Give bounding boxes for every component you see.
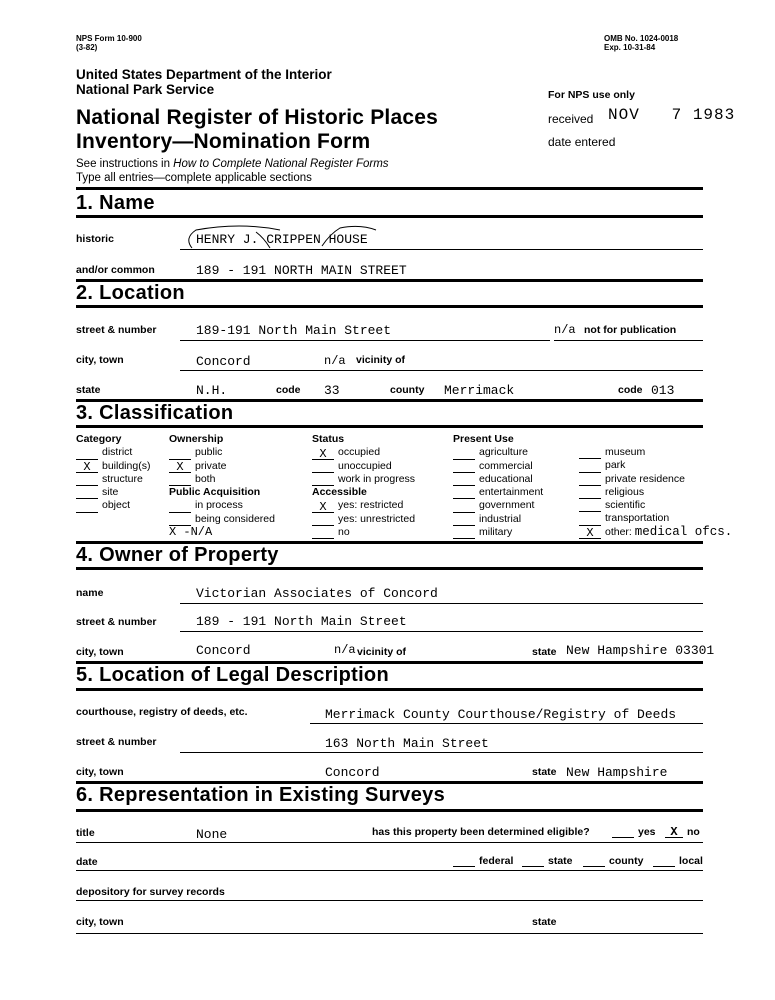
legal-state-value[interactable]: New Hampshire [566, 765, 668, 780]
checkbox[interactable] [76, 501, 98, 513]
acquisition-in-process[interactable]: in process [169, 499, 275, 512]
use-scientific[interactable]: scientific [579, 499, 732, 512]
category-buildings[interactable]: X building(s) [76, 460, 150, 473]
owner-vicinity-label: vicinity of [357, 646, 407, 658]
checkbox[interactable] [453, 527, 475, 539]
field-line [76, 933, 703, 934]
checkbox[interactable] [579, 500, 601, 512]
form-number: NPS Form 10-900 [76, 34, 142, 43]
owner-name-label: name [76, 587, 104, 599]
use-agriculture[interactable]: agriculture [453, 446, 543, 459]
category-group [76, 433, 150, 513]
use-religious[interactable]: religious [579, 486, 732, 499]
use-industrial[interactable]: industrial [453, 513, 543, 526]
checkbox[interactable] [579, 447, 601, 459]
field-line [76, 900, 703, 901]
category-district[interactable]: district [76, 446, 150, 459]
eligible-yes[interactable]: yes [612, 826, 656, 838]
use-military[interactable]: military [453, 526, 543, 539]
section-rule [76, 215, 703, 218]
field-line [180, 249, 703, 250]
checkbox[interactable]: X [312, 448, 334, 460]
instructions-book-title: How to Complete National Register Forms [173, 158, 389, 170]
checkbox[interactable]: X [169, 461, 191, 473]
section-4-heading: 4. Owner of Property [76, 544, 279, 566]
category-structure[interactable]: structure [76, 473, 150, 486]
status-occupied[interactable]: X occupied [312, 446, 415, 459]
owner-street-label: street & number [76, 616, 157, 628]
checkbox[interactable] [453, 474, 475, 486]
location-county-code-value[interactable]: 013 [651, 383, 675, 398]
ownership-both[interactable]: both [169, 473, 275, 486]
common-label: and/or common [76, 264, 155, 276]
public-acquisition-heading: Public Acquisition [169, 486, 261, 499]
ownership-heading: Ownership [169, 433, 224, 445]
category-site[interactable]: site [76, 486, 150, 499]
handwritten-bracket-marks-icon [180, 224, 390, 252]
status-work-in-progress[interactable]: work in progress [312, 473, 415, 486]
depository-label: depository for survey records [76, 886, 225, 898]
checkbox[interactable] [169, 448, 191, 460]
checkbox[interactable] [522, 855, 544, 867]
survey-date-label: date [76, 856, 98, 868]
checkbox[interactable] [76, 487, 98, 499]
section-rule [76, 425, 703, 428]
received-label: received [548, 112, 594, 126]
survey-city-label: city, town [76, 916, 124, 928]
use-commercial[interactable]: commercial [453, 460, 543, 473]
location-county-value[interactable]: Merrimack [444, 383, 515, 398]
historic-name-value[interactable]: HENRY J. CRIPPEN HOUSE [196, 232, 368, 247]
field-line [76, 870, 703, 871]
instructions-line1 [76, 158, 389, 170]
checkbox[interactable] [312, 474, 334, 486]
owner-name-value[interactable]: Victorian Associates of Concord [196, 586, 438, 601]
field-line [76, 842, 703, 843]
use-transportation[interactable]: transportation [579, 512, 732, 525]
owner-vicinity-value[interactable]: n/a [334, 643, 356, 657]
omb-number: OMB No. 1024-0018 [604, 34, 679, 43]
field-line [180, 370, 703, 371]
courthouse-label: courthouse, registry of deeds, etc. [76, 706, 248, 718]
level-county[interactable]: county [583, 855, 643, 867]
field-line [310, 723, 703, 724]
use-private-residence[interactable]: private residence [579, 473, 732, 486]
department-name: United States Department of the Interior [76, 67, 332, 82]
section-rule [76, 567, 703, 570]
location-state-value[interactable]: N.H. [196, 383, 228, 398]
not-for-publication-value[interactable]: n/a [554, 323, 576, 337]
location-vicinity-value[interactable]: n/a [324, 354, 346, 368]
checkbox[interactable] [453, 448, 475, 460]
accessible-no[interactable]: no [312, 526, 415, 539]
level-state[interactable]: state [522, 855, 573, 867]
owner-street-value[interactable]: 189 - 191 North Main Street [196, 614, 407, 629]
use-museum[interactable]: museum [579, 446, 732, 459]
street-number-label: street & number [76, 324, 157, 336]
ownership-private[interactable]: X private [169, 460, 275, 473]
legal-state-label: state [532, 766, 557, 778]
legal-city-label: city, town [76, 766, 124, 778]
received-stamp: NOV 7 1983 [608, 106, 736, 124]
checkbox[interactable]: X [665, 826, 683, 838]
vicinity-label: vicinity of [356, 354, 406, 366]
owner-city-value[interactable]: Concord [196, 643, 251, 658]
checkbox[interactable] [169, 501, 191, 513]
form-title-line1: National Register of Historic Places [76, 106, 438, 129]
section-1-heading: 1. Name [76, 192, 155, 214]
checkbox[interactable] [76, 474, 98, 486]
owner-city-label: city, town [76, 646, 124, 658]
checkbox[interactable] [453, 501, 475, 513]
use-other-value[interactable]: medical ofcs. [634, 524, 733, 539]
historic-label: historic [76, 233, 114, 245]
checkbox[interactable] [312, 461, 334, 473]
acquisition-na-note[interactable]: X -N/A [169, 525, 213, 540]
field-line [180, 340, 550, 341]
present-use-group-2 [579, 446, 732, 539]
checkbox[interactable]: X [579, 527, 601, 539]
survey-state-label: state [532, 916, 557, 928]
city-town-label: city, town [76, 354, 124, 366]
checkbox[interactable] [583, 855, 605, 867]
field-line [180, 752, 703, 753]
section-2-heading: 2. Location [76, 282, 185, 304]
state-label: state [76, 384, 101, 396]
use-government[interactable]: government [453, 499, 543, 512]
legal-street-label: street & number [76, 736, 157, 748]
section-rule [76, 305, 703, 308]
checkbox[interactable]: X [76, 461, 98, 473]
section-rule [76, 809, 703, 812]
checkbox[interactable] [579, 514, 601, 526]
legal-city-value[interactable]: Concord [325, 765, 380, 780]
accessible-yes-unrestricted[interactable]: yes: unrestricted [312, 513, 415, 526]
survey-title-label: title [76, 827, 95, 839]
checkbox[interactable] [653, 855, 675, 867]
checkbox[interactable]: X [312, 501, 334, 513]
location-street-value[interactable]: 189-191 North Main Street [196, 323, 392, 338]
section-6-heading: 6. Representation in Existing Surveys [76, 784, 445, 806]
use-park[interactable]: park [579, 459, 732, 472]
checkbox[interactable] [453, 487, 475, 499]
level-local[interactable]: local [653, 855, 703, 867]
checkbox[interactable] [453, 514, 475, 526]
form-revision: (3-82) [76, 43, 98, 52]
service-name: National Park Service [76, 82, 215, 97]
instructions-line2: Type all entries—complete applicable sections [76, 172, 312, 184]
use-entertainment[interactable]: entertainment [453, 486, 543, 499]
present-use-group [453, 433, 543, 539]
eligible-question: has this property been determined eligible? [372, 826, 590, 838]
status-group [312, 433, 415, 539]
nps-use-heading: For NPS use only [548, 89, 635, 101]
accessible-yes-restricted[interactable]: X yes: restricted [312, 499, 415, 512]
checkbox[interactable] [579, 474, 601, 486]
use-other[interactable]: X other: medical ofcs. [579, 526, 732, 539]
expiration-date: Exp. 10-31-84 [604, 43, 656, 52]
form-title-line2: Inventory—Nomination Form [76, 130, 371, 153]
county-label: county [390, 384, 425, 396]
date-entered-label: date entered [548, 135, 616, 149]
ownership-public[interactable]: public [169, 446, 275, 459]
legal-street-value[interactable]: 163 North Main Street [325, 736, 489, 751]
checkbox[interactable] [579, 487, 601, 499]
accessible-heading: Accessible [312, 486, 367, 499]
eligible-no[interactable]: X no [665, 826, 700, 838]
survey-title-value[interactable]: None [196, 827, 228, 842]
checkbox[interactable] [76, 448, 98, 460]
courthouse-value[interactable]: Merrimack County Courthouse/Registry of Deeds [325, 707, 677, 722]
county-code-label: code [618, 384, 643, 396]
section-rule [76, 688, 703, 691]
location-city-value[interactable]: Concord [196, 354, 251, 369]
acquisition-being-considered[interactable]: being considered [169, 513, 275, 526]
checkbox[interactable] [312, 527, 334, 539]
code-label: code [276, 384, 301, 396]
status-heading: Status [312, 433, 345, 445]
field-line [180, 631, 703, 632]
category-heading: Category [76, 433, 122, 445]
section-5-heading: 5. Location of Legal Description [76, 664, 389, 686]
checkbox[interactable] [453, 855, 475, 867]
status-unoccupied[interactable]: unoccupied [312, 460, 415, 473]
not-for-publication-label: not for publication [584, 324, 677, 336]
owner-state-label: state [532, 646, 557, 658]
checkbox[interactable] [312, 514, 334, 526]
present-use-heading: Present Use [453, 433, 514, 445]
use-educational[interactable]: educational [453, 473, 543, 486]
instructions-prefix: See instructions in [76, 158, 174, 170]
ownership-group [169, 433, 275, 539]
section-rule [76, 187, 703, 190]
level-federal[interactable]: federal [453, 855, 513, 867]
owner-state-value[interactable]: New Hampshire 03301 [566, 643, 715, 658]
section-3-heading: 3. Classification [76, 402, 234, 424]
field-line [180, 603, 703, 604]
checkbox[interactable] [453, 461, 475, 473]
checkbox[interactable] [579, 461, 601, 473]
checkbox[interactable] [612, 826, 634, 838]
category-object[interactable]: object [76, 499, 150, 512]
field-line [554, 340, 703, 341]
checkbox[interactable] [169, 474, 191, 486]
location-state-code-value[interactable]: 33 [324, 383, 340, 398]
common-name-value[interactable]: 189 - 191 NORTH MAIN STREET [196, 263, 407, 278]
